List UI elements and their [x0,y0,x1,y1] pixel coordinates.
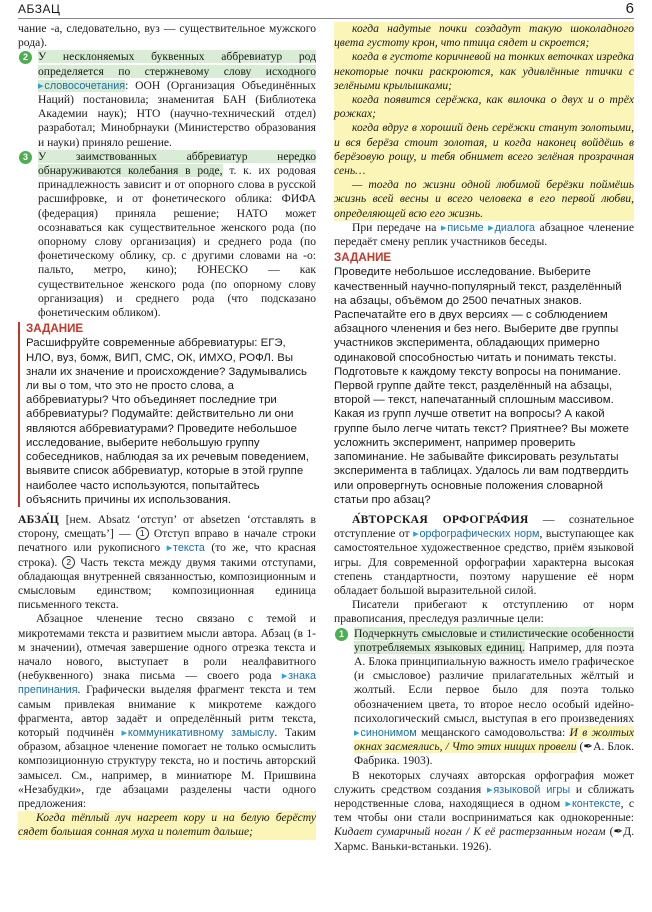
link-synonym[interactable]: ▸ синонимом [354,727,417,739]
link-letter[interactable]: ▸ письме [441,222,484,234]
link-dialog[interactable]: ▸ диалога [488,222,535,234]
paragraph-text: . Графически выделяя фрагмент текста и тем самым привлекая внимание к микротеме каждого фрагмента, автор задаёт и определённый ритм текста, который подчинён [18,683,316,739]
quote-prishvin-3: когда в густоте коричневой на тонких веточках изредка некоторые почки раскроются, как удивлённые птички с зелёными крылышками; [334,50,634,92]
right-column [334,22,634,854]
definition-text: (то же, что красная строка). [18,541,317,569]
sense-marker-2: 2 [62,556,75,569]
definition-text: — сознательное отступление от [334,512,634,541]
paragraph-text: абзацное членение передаёт смену реплик участников беседы. [334,220,634,249]
task-text: Проведите небольшое исследование. Выберите качественный научно-популярный текст, разделённый на абзацы, объёмом до 2500 печатных знаков. Распечатайте его в двух версиях — с соблюдением абзацного членения и без него. Выберите две группы участников эксперимента, обладающих примерно одинаковой способностью читать и понимать тексты. Подготовьте к каждому тексту вопросы на понимание. Первой группе дайте текст, разделённый на абзацы, второй — текст, напечатанный сплошным массивом. Какая из групп лучше ответит на вопросы? А какой группе было легче читать текст? Приятнее? Вы можете усложнить эксперимент, например проверить запоминание. Не забывайте фиксировать результаты эксперимента в таблицах. Удалось ли вам подтвердить или опровергнуть основные положения словарной статьи про абзац? [334,266,629,506]
quote-prishvin-1: Когда тёплый луч нагреет кору и на белую берёсту сядет большая сонная муха и полетит дальше; [18,811,316,839]
definition-text: , выступающее как самостоятельное художественное средство, приём языковой игры. Для современной орфографии характерна высокая степень стандартности, поэтому нарушение её норм обладает большой выразительной силой. [334,527,634,597]
item-text: : ООН (Организация Объединённых Наций) постановила; знаменитая БАН (Библиотека Академии наук); НТО (научно-технический отдел) разработал; Минобрнауки (Министерство образования и науки) приняло решение. [38,78,316,149]
goals-paragraph: Писатели прибегают к отступлению от норм правописания, преследуя различные цели: [334,598,634,626]
page-header [18,0,634,19]
definition-text: Часть текста между двумя такими отступами, обладающая внутренней связанностью, композиционным и смысловым единством; композиционная единица письменного текста. [18,555,316,612]
task-box-abbreviations [18,322,316,507]
section-title: АБЗАЦ [18,2,61,16]
item-text: т. к. их родовая принадлежность зависит и от опорного слова в русской расшифровке, и от фонетического облика: ФИФА (федерация) приняла решение; НАТО может осознаваться как существительное женского рода (по опорному слову организация) и среднего рода (по фонетическому облику, ср. с другими словами на -о: пальто, метро, кино); ЮНЕСКО — как существительное женского рода (по опорному слову организация) и среднего рода (что подсказано фонетическим обликом). [38,164,316,320]
quote-prishvin-4: когда появится серёжка, как вилочка о двух и о трёх рожках; [334,93,634,121]
definition-text: Отступ вправо в начале строки печатного или рукописного [18,527,316,555]
continuation-paragraph: чание -а, следовательно, вуз — существительное мужского рода). [18,22,316,50]
quote-source: (✒А. Блок. Фабрика. 1903). [354,740,634,768]
quote-kharms: Кидает сумарчный ноган / К её растерзанным ногам [334,825,606,839]
number-badge-1: 1 [335,628,348,641]
highlight-text: Подчеркнуть смысловые и стилистические особенности употребляемых языковых единиц. [354,626,634,654]
paragraph-text: В некоторых случаях авторская орфография может служить средством создания [334,768,634,796]
quote-blok: И в жолтых окнах засмеялись, / Что этих нищих провели [354,725,634,754]
task-box-experiment [334,251,634,507]
paragraph-text: . Таким образом, абзацное членение помогает не только осмыслить композиционную структуру текста, но и постичь авторский замысел. См., например, в миниатюре М. Пришвина «Незабудки», где абзацами разделены части одного предложения: [18,725,316,810]
definition-text: [нем. Absatz ‘отступ’ от absetzen ‘отставлять в сторону, смещать’] — [18,512,316,541]
page-number: 6 [625,0,634,17]
link-language-game[interactable]: ▸ языковой игры [487,784,570,796]
entry-abzac [18,513,316,612]
paragraph-text: Абзацное членение тесно связано с темой и микротемами текста и развитием мысли автора. Абзац (в 1-м значении), отмечая завершение одного отрезка текста и начало нового, выступает в роли неалфавитного (небуквенного) знака письма — своего рода [18,612,316,683]
quote-source: (✒Д. Хармс. Ваньки-встаньки. 1926). [334,825,634,853]
list-item-2 [18,50,316,149]
link-communicative-intent[interactable]: ▸ коммуникативному замыслу [122,727,275,739]
paragraph-text: и сближать неродственные слова, находящиеся в одном [334,782,634,810]
link-orthographic-norms[interactable]: ▸ орфографических норм [413,528,539,540]
paragraph-text: При передаче на [352,220,441,234]
entry-term: А́ВТОРСКАЯ ОРФОГРА́ФИЯ [352,512,529,526]
link-punctuation-mark[interactable]: ▸ знака препинания [18,670,316,696]
quote-prishvin-6: — тогда по жизни одной любимой берёзки поймёшь жизнь всей весны и всего человека в его первой любви, определяющей всю его жизнь. [334,178,634,220]
quote-prishvin-5: когда вдруг в хороший день серёжки станут золотыми, и вся берёза стоит золотая, и когда наконец войдёшь в берёзовую рощу, и тебя обнимет всего зелёная прозрачная сень… [334,121,634,178]
highlight-text: У несклоняемых буквенных аббревиатур род определяется по стержневому слову исходного [38,50,316,78]
task-text: Расшифруйте современные аббревиатуры: ЕГЭ, НЛО, вуз, бомж, ВИП, СМС, ОК, ИМХО, РОФЛ. Вы знали их значение и происхождение? Задумывались ли вы о том, что это не просто слова, а аббревиатуры? Что объединяет последние три аббревиатуры? Подумайте: действительно ли они являются аббревиатурами? Проведите небольшое исследование, выберите небольшую группу собеседников, наблюдая за их речевым поведением, выявите список аббревиатур, которые в этой группе наиболее часто используются, попытайтесь объяснить причины их использования. [26,337,309,506]
task-title: ЗАДАНИЕ [334,251,392,265]
dialog-paragraph [334,221,634,249]
link-context[interactable]: ▸ контексте [566,798,621,810]
item-text: мещанского самодовольства: [416,725,570,739]
link-word-combination[interactable]: ▸ словосочетания [38,80,125,92]
list-item-1 [334,627,634,769]
body-paragraph [18,612,316,811]
quote-prishvin-2: когда надутые почки создадут такую шоколадного цвета густоту крон, что птица сядет и скроется; [334,22,634,50]
entry-term: АБЗА́Ц [18,512,60,526]
entry-author-orthography [334,513,634,598]
item-text: Например, для поэта А. Блока принципиальную важность имело графическое (и смысловое) различие прилагательных жёлтый и жолтый. Если первое было для поэта только обозначением цвета, то второе несло особый идейно-психологический смысл, выступая в его произведениях [354,640,635,725]
number-badge-2: 2 [19,51,32,64]
sense-marker-1: 1 [136,527,149,540]
link-text[interactable]: ▸ текста [167,542,205,554]
language-game-paragraph [334,769,634,854]
paragraph-text: , с тем чтобы они стали восприниматься как однокоренные: [334,796,634,825]
task-title: ЗАДАНИЕ [26,322,84,336]
left-column [18,22,316,840]
highlight-text: У заимствованных аббревиатур нередко обнаруживаются колебания в роде, [38,149,316,178]
list-item-3 [18,150,316,320]
number-badge-3: 3 [19,151,32,164]
